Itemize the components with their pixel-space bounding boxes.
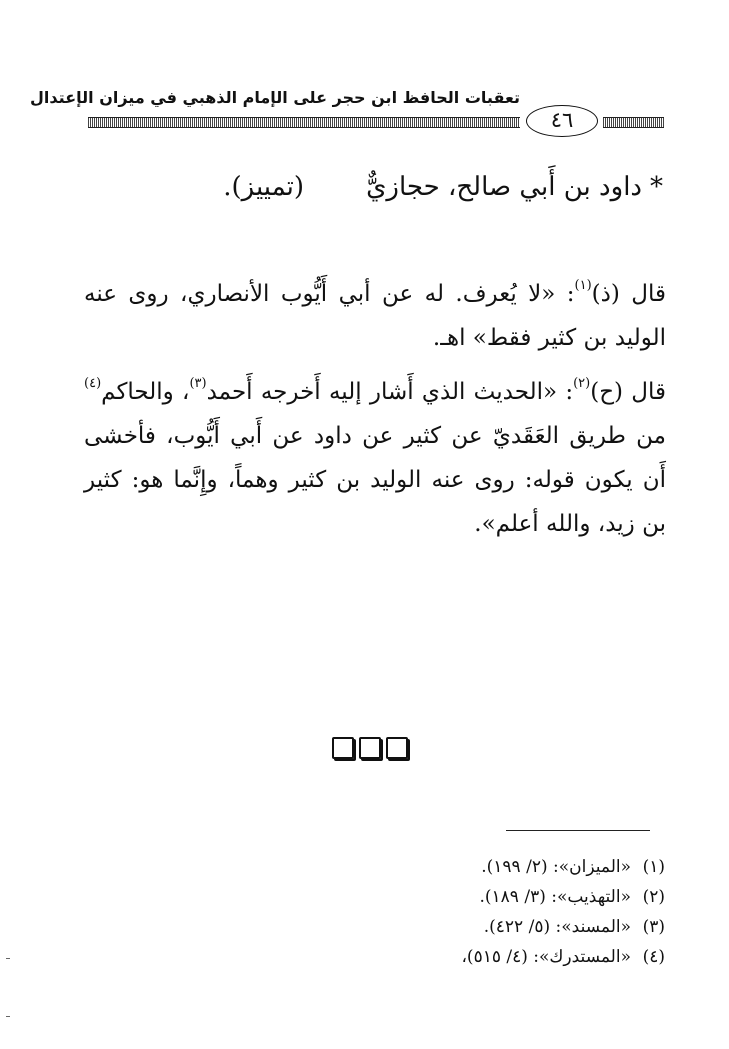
paragraph-2-part-4: من طريق العَقَديّ عن كثير عن داود عن أَبي أَيُّوب، فأخشى أَن يكون قوله: روى عنه الوليد بن كثير وهماً، وإِنَّما هو: كثير بن زيد، والله أعلم». [84, 423, 666, 537]
entry-tag: (تمييز). [223, 172, 305, 202]
footnote-number: (٣) [642, 917, 665, 937]
footnote-text: «التهذيب»: (٣/ ١٨٩). [479, 887, 631, 907]
footnote-item [305, 852, 665, 882]
footnotes [305, 852, 665, 972]
footnote-ref-3: (٣) [189, 376, 207, 391]
paragraph-1-part-1: قال (ذ) [591, 281, 666, 307]
scan-edge-mark [6, 958, 10, 959]
page-number: ٤٦ [526, 105, 598, 137]
paragraph-1-part-2: : «لا يُعرف. له عن أبي أَيُّوب الأنصاري، روى عنه الوليد بن كثير فقط» اهـ. [84, 281, 666, 351]
footnote-text: «الميزان»: (٢/ ١٩٩). [481, 857, 631, 877]
footnote-ref-2: (٢) [573, 376, 591, 391]
footnote-item [305, 912, 665, 942]
footnote-item [305, 882, 665, 912]
paragraph-2 [84, 370, 666, 546]
header-rule-right [603, 117, 664, 128]
end-mark-box [359, 737, 381, 759]
footnote-text: «المستدرك»: (٤/ ٥١٥)، [461, 947, 631, 967]
footnote-separator [506, 830, 650, 831]
paragraph-1 [84, 272, 666, 360]
footnote-text: «المسند»: (٥/ ٤٢٢). [483, 917, 631, 937]
footnote-number: (٤) [642, 947, 665, 967]
footnote-ref-1: (١) [574, 278, 592, 293]
footnote-number: (١) [642, 857, 665, 877]
footnote-number: (٢) [642, 887, 665, 907]
entry-name: داود بن أَبي صالح، حجازيٌّ [366, 172, 642, 202]
running-title: تعقبات الحافظ ابن حجر على الإمام الذهبي في ميزان الإعتدال [30, 88, 520, 107]
paragraph-2-part-3: ، والحاكم [101, 379, 190, 405]
end-mark-box [386, 737, 408, 759]
paragraph-2-part-2: : «الحديث الذي أَشار إليه أَخرجه أَحمد [206, 379, 574, 405]
entry-heading [223, 172, 663, 202]
paragraph-2-part-1: قال (ح) [590, 379, 666, 405]
entry-star: * [650, 172, 663, 202]
footnote-item [305, 942, 665, 972]
section-end-marks [332, 737, 408, 759]
scan-edge-mark [6, 1016, 10, 1017]
footnote-ref-4: (٤) [84, 376, 102, 391]
end-mark-box [332, 737, 354, 759]
header-rule-left [88, 117, 520, 128]
